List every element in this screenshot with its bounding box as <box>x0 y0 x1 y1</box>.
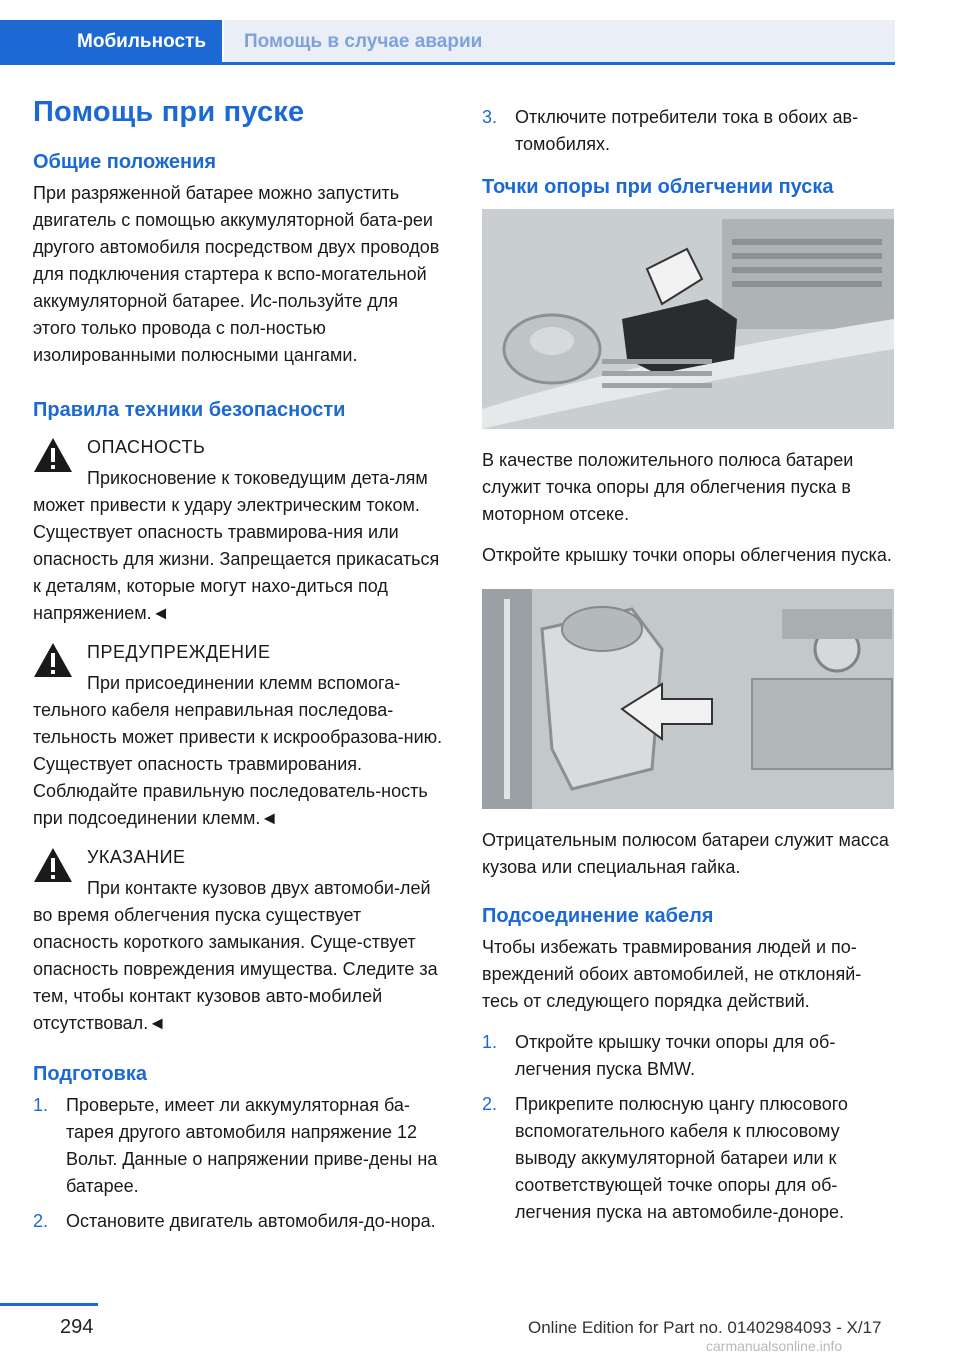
warning-icon <box>33 642 73 678</box>
engine-bay-ground-point-image <box>482 589 894 809</box>
warning-title: УКАЗАНИЕ <box>87 847 186 867</box>
left-column <box>33 96 445 1249</box>
warning-icon <box>33 437 73 473</box>
right-column <box>482 104 894 1240</box>
prep-heading: Подготовка <box>33 1063 147 1085</box>
warning-caution <box>33 639 445 832</box>
warning-icon <box>33 847 73 883</box>
safety-heading: Правила техники безопасности <box>33 399 346 421</box>
edition-text: Online Edition for Part no. 01402984093 - X/17 <box>528 1318 882 1337</box>
cable-text: Чтобы избежать травмирования людей и по-вреждений обоих автомобилей, не отклоняй-тесь от следующего порядка действий. <box>482 937 862 1011</box>
cable-steps <box>482 1029 894 1226</box>
list-item: 2. Остановите двигатель автомобиля-до-нора. <box>33 1211 436 1231</box>
fig1-caption-1: В качестве положительного полюса батареи служит точка опоры для облегчения пуска в моторном отсеке. <box>482 450 854 524</box>
warning-danger <box>33 434 445 627</box>
cable-heading: Подсоединение кабеля <box>482 905 714 927</box>
points-heading: Точки опоры при облегчении пуска <box>482 176 834 198</box>
page-title: Помощь при пуске <box>33 96 305 128</box>
warning-notice <box>33 844 445 1037</box>
watermark: carmanualsonline.info <box>706 1338 843 1354</box>
fig2-caption: Отрицательным полюсом батареи служит масса кузова или специальная гайка. <box>482 830 889 877</box>
list-item: 2. Прикрепите полюсную цангу плюсового вспомогательного кабеля к плюсовому выводу аккумуляторной батареи или к соответствующей точке опоры для об-легчения пуска на автомобиле-доноре. <box>482 1094 848 1222</box>
engine-bay-plus-terminal-image <box>482 209 894 429</box>
footer-rule <box>0 1303 98 1306</box>
page-number: 294 <box>60 1316 94 1338</box>
list-item: 3. Отключите потребители тока в обоих ав-томобилях. <box>482 107 859 154</box>
warning-title: ПРЕДУПРЕЖДЕНИЕ <box>87 642 271 662</box>
fig1-caption-2: Откройте крышку точки опоры облегчения пуска. <box>482 545 892 565</box>
general-heading: Общие положения <box>33 151 217 173</box>
prep-steps <box>33 1092 445 1235</box>
prep-steps-continued <box>482 104 894 158</box>
list-item: 1. Откройте крышку точки опоры для об-легчения пуска BMW. <box>482 1032 836 1079</box>
section-tab: Мобильность <box>0 20 222 64</box>
general-text: При разряженной батарее можно запустить двигатель с помощью аккумуляторной бата-реи другого автомобиля посредством двух проводов для подключения стартера к вспо-могательной аккумуляторной батарее. Ис-пользуйте для этого только провода с пол-ностью изолированными полюсными цангами. <box>33 183 440 365</box>
warning-title: ОПАСНОСТЬ <box>87 437 206 457</box>
warning-text: При контакте кузовов двух автомоби-лей во время облегчения пуска существует опасность короткого замыкания. Суще-ствует опасность повреждения имущества. Следите за тем, чтобы контакт кузовов авто-мобилей отсутствовал.◄ <box>33 878 438 1033</box>
warning-text: Прикосновение к токоведущим дета-лям может привести к удару электрическим током. Существует опасность травмирова-ния или опасность для жизни. Запрещается прикасаться к деталям, которые могут нахо-диться под напряжением.◄ <box>33 468 440 623</box>
chapter-tab: Помощь в случае аварии <box>224 20 895 64</box>
page-header <box>0 20 960 64</box>
header-rule <box>0 62 895 65</box>
list-item: 1. Проверьте, имеет ли аккумуляторная ба-тарея другого автомобиля напряжение 12 Вольт. Данные о напряжении приве-дены на батарее. <box>33 1095 438 1196</box>
warning-text: При присоединении клемм вспомога-тельного кабеля неправильная последова-тельность может привести к искрообразова-нию. Существует опасность травмирования. Соблюдайте правильную последователь-ность при подсоединении клемм.◄ <box>33 673 443 828</box>
